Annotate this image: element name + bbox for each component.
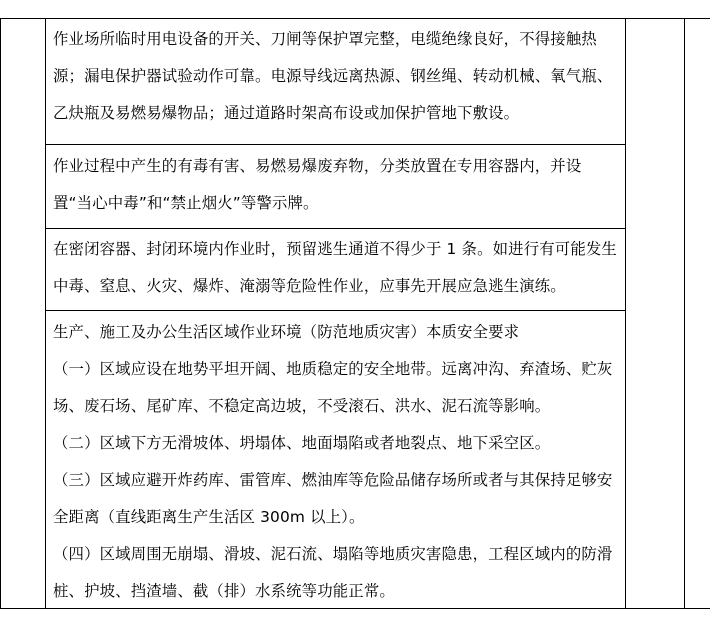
row-divider [45, 228, 625, 229]
table-row [45, 21, 625, 144]
table-column-divider [625, 18, 626, 608]
row-text: 在密闭容器、封闭环境内作业时，预留逃生通道不得少于 1 条。如进行有可能发生中毒、窒息、火灾、爆炸、淹溺等危险性作业，应事先开展应急逃生演练。 [53, 240, 617, 295]
section-heading: 生产、施工及办公生活区域作业环境（防范地质灾害）本质安全要求 [53, 323, 520, 341]
row-text: 作业场所临时用电设备的开关、刀闸等保护罩完整，电缆绝缘良好，不得接触热源；漏电保护器试验动作可靠。电源导线远离热源、钢丝绳、转动机械、氧气瓶、乙炔瓶及易燃易爆物品；通过道路时架高布设或加保护管地下敷设。 [53, 30, 613, 122]
requirement-item: （一）区域应设在地势平坦开阔、地质稳定的安全地带。远离冲沟、弃渣场、贮灰场、废石场、尾矿库、不稳定高边坡，不受滚石、洪水、泥石流等影响。 [53, 360, 613, 415]
row-divider [45, 144, 625, 145]
requirement-item: （三）区域应避开炸药库、雷管库、燃油库等危险品储存场所或者与其保持足够安全距离（直线距离生产生活区 300m 以上）。 [53, 471, 613, 526]
table-top-border [0, 18, 710, 19]
row-text: 作业过程中产生的有毒有害、易燃易爆废弃物，分类放置在专用容器内，并设置“当心中毒”和“禁止烟火”等警示牌。 [53, 157, 582, 212]
table-row [45, 231, 625, 310]
requirement-item: （四）区域周围无崩塌、滑坡、泥石流、塌陷等地质灾害隐患，工程区域内的防滑桩、护坡、挡渣墙、截（排）水系统等功能正常。 [53, 545, 613, 600]
requirement-item: （二）区域下方无滑坡体、坍塌体、地面塌陷或者地裂点、地下采空区。 [53, 434, 551, 452]
table-row [45, 314, 625, 608]
table-border-left [0, 18, 1, 608]
table-row [45, 148, 625, 228]
table-column-divider [684, 18, 685, 608]
row-divider [45, 310, 625, 311]
